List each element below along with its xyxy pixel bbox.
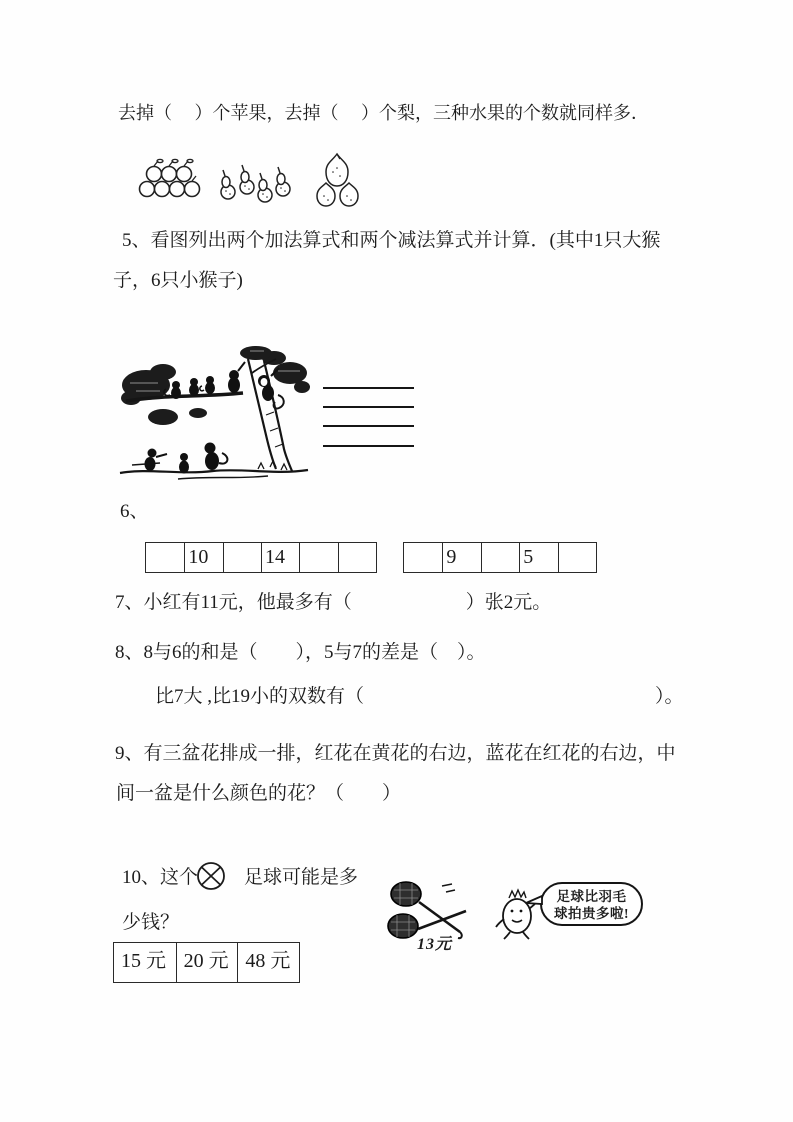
strip2-cell: [404, 543, 442, 572]
strip1-cell: [223, 543, 261, 572]
strip1-cell: 10: [184, 543, 222, 572]
q5-line-1: 5、看图列出两个加法算式和两个减法算式并计算．(其中1只大猴: [122, 230, 661, 251]
soccer-ball-icon: [196, 861, 226, 891]
q6-label: 6、: [120, 501, 149, 522]
bubble-line-1: 足球比羽毛: [556, 889, 627, 904]
strip2-cell: 5: [519, 543, 557, 572]
q9-line-2: 间一盆是什么颜色的花？（ ）: [116, 783, 402, 804]
strip1-cell: [146, 543, 184, 572]
q8-line-2-suffix: ）。: [655, 686, 684, 707]
answer-line: [323, 406, 414, 408]
price-cell: 20 元: [176, 943, 238, 982]
fruits-illustration: [132, 150, 364, 210]
strip2-cell: [558, 543, 596, 572]
price-cell: 15 元: [121, 950, 166, 972]
pears-icon: [221, 165, 290, 202]
q9-line-1: 9、有三盆花排成一排，红花在黄花的右边，蓝花在红花的右边，中: [115, 743, 676, 764]
strip2-cell: [481, 543, 519, 572]
q8-line-2-prefix: 比7大 ,比19小的双数有（: [155, 686, 365, 707]
answer-line: [323, 445, 414, 447]
answer-line: [323, 425, 414, 427]
q10-line-1-suffix: 足球可能是多: [244, 867, 359, 888]
price-cell: 48 元: [237, 943, 299, 982]
strip1-cell: [299, 543, 337, 572]
speech-bubble: [540, 882, 643, 926]
bubble-tail: [525, 893, 543, 909]
strip1-cell: 14: [261, 543, 299, 572]
q4-tail-text: 去掉（ ）个苹果，去掉（ ）个梨，三种水果的个数就同样多．: [118, 103, 649, 123]
answer-line: [323, 387, 414, 389]
strip1-cell: [338, 543, 376, 572]
q5-line-2: 子，6只小猴子): [113, 270, 243, 291]
apples-icon: [140, 159, 200, 196]
peaches-icon: [317, 154, 358, 206]
racket-price-label: 13元: [417, 936, 453, 953]
q7-text: 7、小红有11元，他最多有（ ）张2元。: [115, 592, 552, 613]
number-strip-2: [403, 542, 597, 573]
foliage: [121, 346, 310, 425]
monkeys-on-ground: [145, 443, 228, 474]
q10-line-2: 少钱？: [122, 912, 180, 933]
price-options-table: [113, 942, 300, 983]
number-strip-1: [145, 542, 377, 573]
bubble-line-2: 球拍贵多啦!: [554, 906, 629, 921]
q10-line-1-prefix: 10、这个: [122, 867, 199, 888]
strip2-cell: 9: [442, 543, 480, 572]
q8-line-1: 8、8与6的和是（ ），5与7的差是（ ）。: [115, 642, 486, 663]
monkey-tree-illustration: [118, 345, 310, 485]
